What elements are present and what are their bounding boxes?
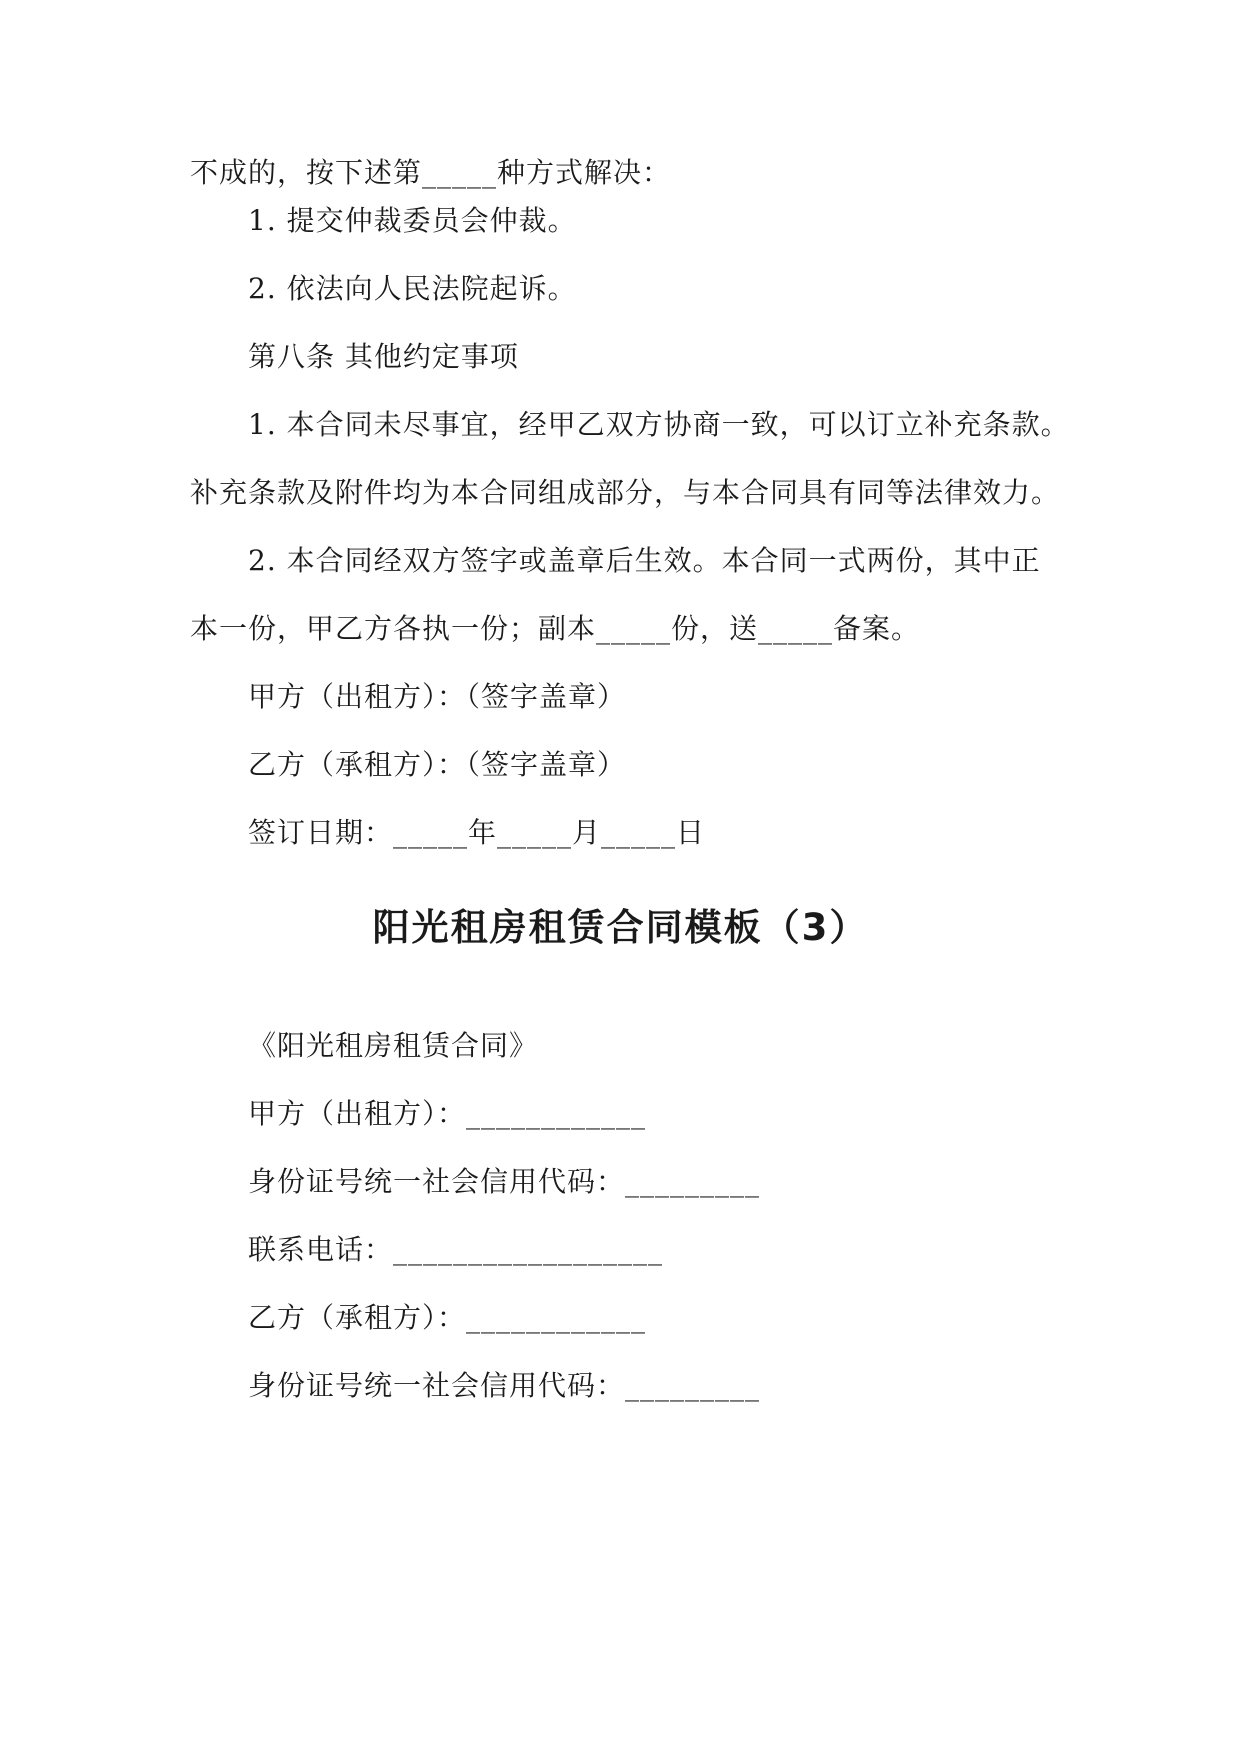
party-a-field-line: 甲方（出租方）：____________ (248, 1097, 647, 1130)
article-eight-heading: 第八条 其他约定事项 (248, 340, 519, 373)
contract-title: 阳光租房租赁合同模板（3） (372, 906, 869, 949)
clause-two-line-2: 本一份，甲乙方各执一份；副本_____份，送_____备案。 (190, 612, 921, 645)
party-a-id-field-line: 身份证号统一社会信用代码：_________ (248, 1165, 761, 1198)
clause-one-line-1: 1. 本合同未尽事宜，经甲乙双方协商一致，可以订立补充条款。 (248, 408, 1070, 441)
dispute-resolution-line: 不成的，按下述第_____种方式解决： (190, 156, 672, 189)
contract-name-line: 《阳光租房租赁合同》 (248, 1029, 539, 1062)
party-b-signature-line: 乙方（承租方）：（签字盖章） (248, 748, 627, 781)
party-a-signature-line: 甲方（出租方）：（签字盖章） (248, 680, 627, 713)
phone-field-line: 联系电话：__________________ (248, 1233, 664, 1266)
arbitration-option: 1. 提交仲裁委员会仲裁。 (248, 204, 577, 237)
signing-date-line: 签订日期：_____年_____月_____日 (248, 816, 706, 849)
clause-one-line-2: 补充条款及附件均为本合同组成部分，与本合同具有同等法律效力。 (190, 476, 1061, 509)
clause-two-line-1: 2. 本合同经双方签字或盖章后生效。本合同一式两份，其中正 (248, 544, 1041, 577)
party-b-id-field-line: 身份证号统一社会信用代码：_________ (248, 1369, 761, 1402)
party-b-field-line: 乙方（承租方）：____________ (248, 1301, 647, 1334)
lawsuit-option: 2. 依法向人民法院起诉。 (248, 272, 577, 305)
